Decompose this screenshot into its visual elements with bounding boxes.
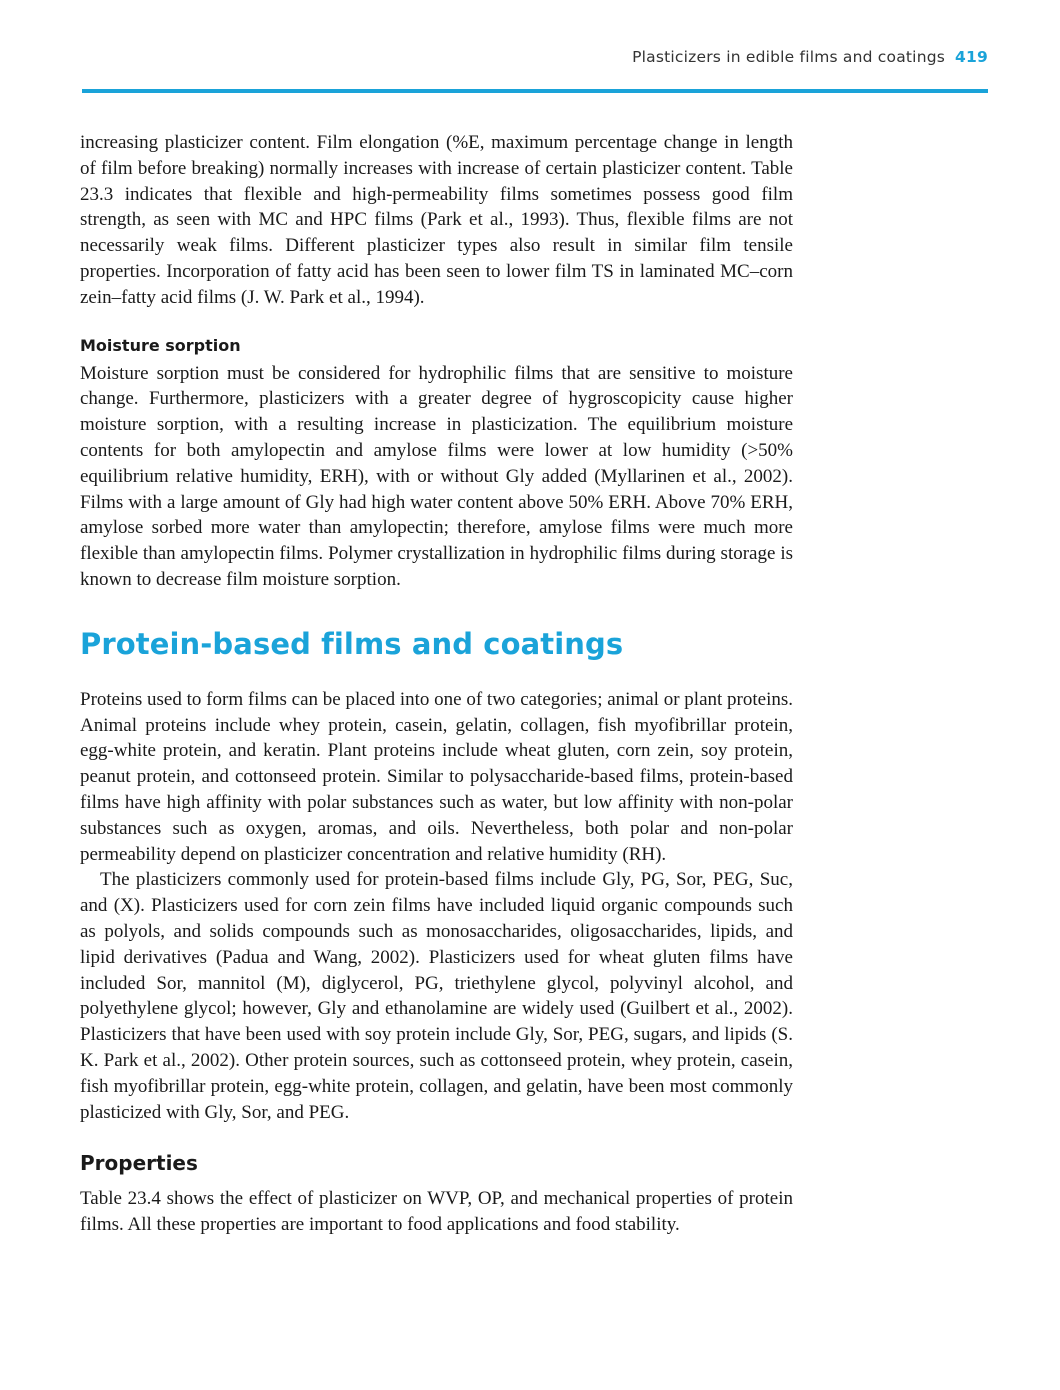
paragraph-protein-plasticizers: The plasticizers commonly used for protein-based films include Gly, PG, Sor, PEG, Suc, and (X). Plasticizers used for corn zein films have included liquid organic compounds such as polyols, and solids compounds such as monosaccharides, oligosaccharides, lipids, and lipid derivatives (Padua and Wang, 2002). Plasticizers used for wheat gluten films have included Sor, mannitol (M), diglycerol, PG, triethylene glycol, polyvinyl alcohol, and polyethylene glycol; however, Gly and ethanolamine are widely used (Guilbert et al., 2002). Plasticizers that have been used with soy protein include Gly, Sor, PEG, sugars, and lipids (S. K. Park et al., 2002). Other protein sources, such as cottonseed protein, whey protein, casein, fish myofibrillar protein, egg-white protein, collagen, and gelatin, have been most commonly plasticized with Gly, Sor, and PEG. (80, 869, 793, 1123)
paragraph-film-elongation: increasing plasticizer content. Film elongation (%E, maximum percentage change in length of film before breaking) normally increases with increase of certain plasticizer content. Table 23.3 indicates that flexible and high-permeability films sometimes possess good film strength, as seen with MC and HPC films (Park et al., 1993). Thus, flexible films are not necessarily weak films. Different plasticizer types also result in similar film tensile properties. Incorporation of fatty acid has been seen to lower film TS in laminated MC–corn zein–fatty acid films (J. W. Park et al., 1994). (80, 132, 793, 308)
page-body (80, 130, 793, 1238)
section-title: Protein-based films and coatings (80, 626, 624, 661)
properties-heading: Properties (80, 1151, 198, 1176)
paragraph-protein-categories: Proteins used to form films can be placed into one of two categories; animal or plant proteins. Animal proteins include whey protein, casein, gelatin, collagen, fish myofibrillar protein, egg-white protein, and keratin. Plant proteins include wheat gluten, corn zein, soy protein, peanut protein, and cottonseed protein. Similar to polysaccharide-based films, protein-based films have high affinity with polar substances such as water, but low affinity with non-polar substances such as oxygen, aromas, and oils. Nevertheless, both polar and non-polar permeability depend on plasticizer concentration and relative humidity (RH). (80, 688, 793, 865)
running-title: Plasticizers in edible films and coatings (632, 48, 946, 66)
paragraph-moisture-sorption: Moisture sorption must be considered for hydrophilic films that are sensitive to moisture change. Furthermore, plasticizers with a greater degree of hygroscopicity cause higher moisture sorption, with a resulting increase in plasticization. The equilibrium moisture contents for both amylopectin and amylose films were lower at low humidity (>50% equilibrium relative humidity, ERH), with or without Gly added (Myllarinen et al., 2002). Films with a large amount of Gly had high water content above 50% ERH. Above 70% ERH, amylose sorbed more water than amylopectin; therefore, amylose films were much more flexible than amylopectin films. Polymer crystallization in hydrophilic films during storage is known to decrease film moisture sorption. (80, 362, 793, 590)
header-rule (82, 89, 988, 93)
running-header (632, 48, 988, 66)
page-number: 419 (955, 48, 988, 66)
moisture-sorption-heading: Moisture sorption (80, 335, 241, 355)
paragraph-properties: Table 23.4 shows the effect of plasticizer on WVP, OP, and mechanical properties of protein films. All these properties are important to food applications and food stability. (80, 1188, 793, 1236)
